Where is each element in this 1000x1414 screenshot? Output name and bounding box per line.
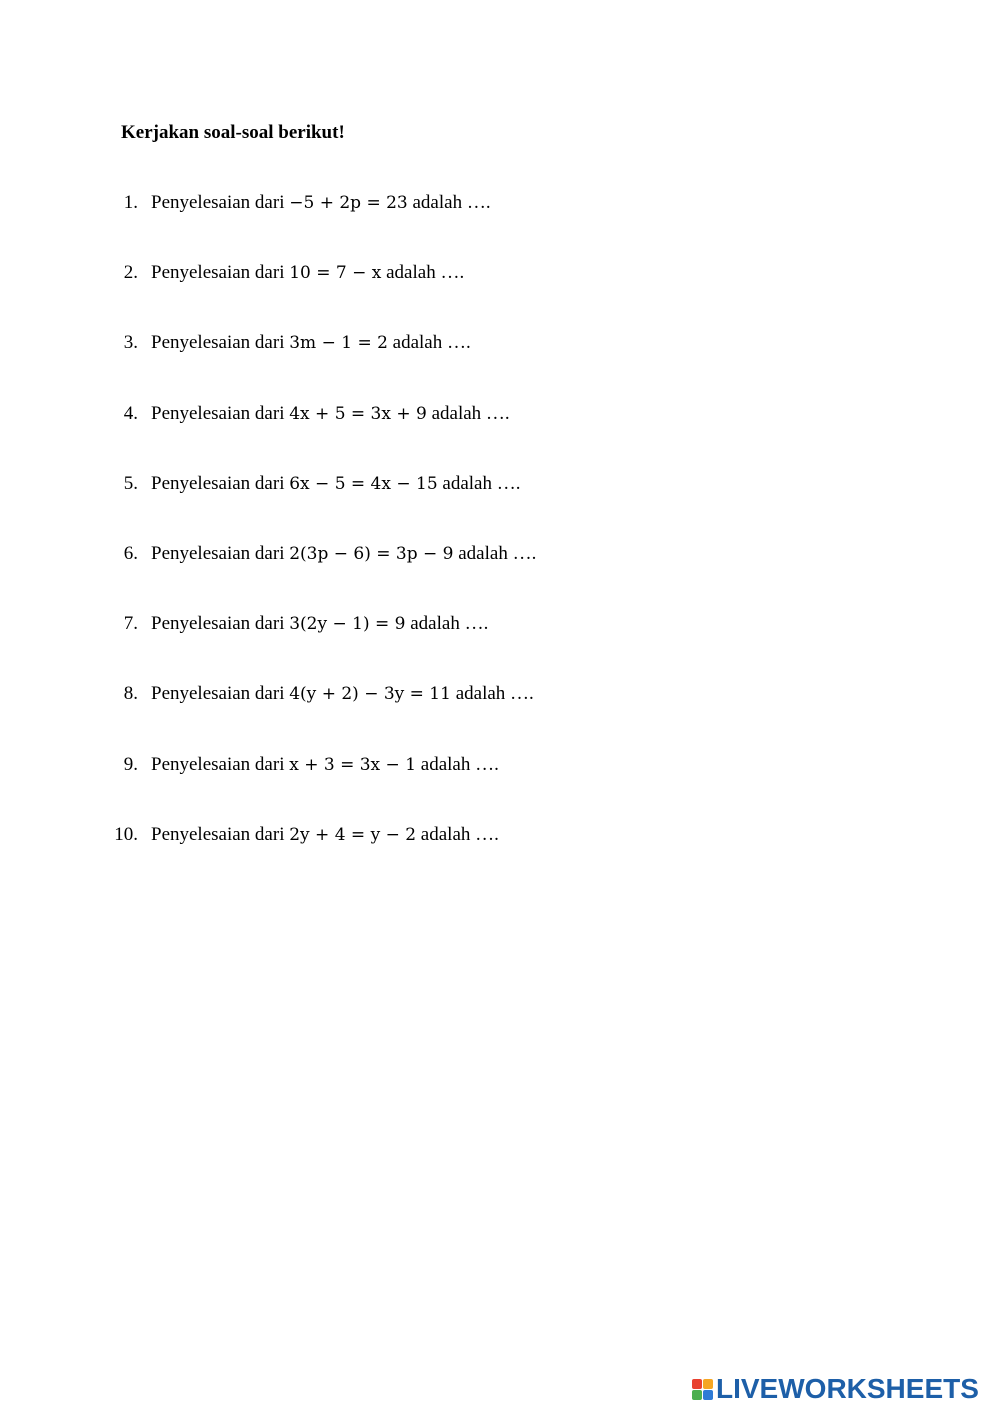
question-prefix: Penyelesaian dari: [151, 823, 290, 845]
question-equation: 2(3p − 6) = 3p − 9: [289, 543, 454, 564]
worksheet-title: Kerjakan soal-soal berikut!: [121, 122, 345, 143]
question-number: 5.: [123, 472, 138, 494]
liveworksheets-logo: [692, 1374, 979, 1404]
question-suffix: adalah ….: [387, 332, 471, 354]
question-number: 10.: [114, 823, 138, 845]
logo-square: [692, 1390, 702, 1400]
question-text: [151, 541, 536, 567]
question-item: [0, 681, 1000, 751]
question-suffix: adalah ….: [416, 823, 499, 845]
logo-square: [703, 1379, 713, 1389]
question-prefix: Penyelesaian dari: [151, 683, 290, 705]
logo-square: [692, 1379, 702, 1389]
question-number: 8.: [123, 683, 138, 705]
question-equation: 10 = 7 − x: [289, 263, 382, 284]
question-text: [151, 471, 520, 497]
question-text: [151, 190, 491, 216]
question-text: [151, 401, 510, 427]
question-prefix: Penyelesaian dari: [151, 472, 290, 494]
question-prefix: Penyelesaian dari: [151, 753, 290, 775]
logo-text: LIVEWORKSHEETS: [716, 1373, 979, 1404]
question-text: [151, 752, 499, 778]
question-suffix: adalah ….: [416, 753, 499, 775]
question-text: [151, 260, 464, 286]
question-prefix: Penyelesaian dari: [151, 332, 290, 354]
liveworksheets-grid-icon: [692, 1379, 713, 1400]
question-number: 6.: [123, 542, 138, 564]
question-item: [0, 611, 1000, 681]
question-item: [0, 401, 1000, 471]
question-suffix: adalah ….: [405, 613, 489, 635]
question-number: 4.: [123, 402, 138, 424]
question-text: [151, 681, 534, 707]
question-equation: 3m − 1 = 2: [289, 333, 388, 354]
question-number: 9.: [123, 753, 138, 775]
question-item: [0, 471, 1000, 541]
question-suffix: adalah ….: [450, 683, 534, 705]
question-equation: −5 + 2p = 23: [289, 193, 408, 213]
question-number: 7.: [123, 613, 138, 635]
question-equation: 3(2y − 1) = 9: [289, 614, 406, 635]
question-equation: 2y + 4 = y − 2: [289, 824, 417, 845]
question-suffix: adalah ….: [437, 472, 521, 494]
logo-square: [703, 1390, 713, 1400]
question-number: 1.: [123, 192, 138, 213]
question-item: [0, 752, 1000, 822]
question-prefix: Penyelesaian dari: [151, 402, 290, 424]
question-item: [0, 822, 1000, 892]
question-equation: x + 3 = 3x − 1: [289, 754, 417, 775]
question-equation: 6x − 5 = 4x − 15: [289, 473, 438, 494]
question-prefix: Penyelesaian dari: [151, 542, 290, 564]
question-text: [151, 330, 471, 356]
question-text: [151, 611, 488, 637]
question-equation: 4(y + 2) − 3y = 11: [289, 684, 451, 705]
question-item: [0, 541, 1000, 611]
question-text: [151, 822, 499, 848]
question-suffix: adalah ….: [426, 402, 510, 424]
question-item: [0, 190, 1000, 260]
question-prefix: Penyelesaian dari: [151, 613, 290, 635]
question-number: 2.: [123, 262, 138, 284]
question-prefix: Penyelesaian dari: [151, 262, 290, 284]
question-equation: 4x + 5 = 3x + 9: [289, 403, 427, 424]
question-prefix: Penyelesaian dari: [151, 192, 290, 213]
question-item: [0, 260, 1000, 330]
question-number: 3.: [123, 332, 138, 354]
question-suffix: adalah ….: [407, 192, 491, 213]
question-list: [0, 190, 1000, 892]
question-item: [0, 330, 1000, 400]
question-suffix: adalah ….: [453, 542, 537, 564]
question-suffix: adalah ….: [381, 262, 465, 284]
